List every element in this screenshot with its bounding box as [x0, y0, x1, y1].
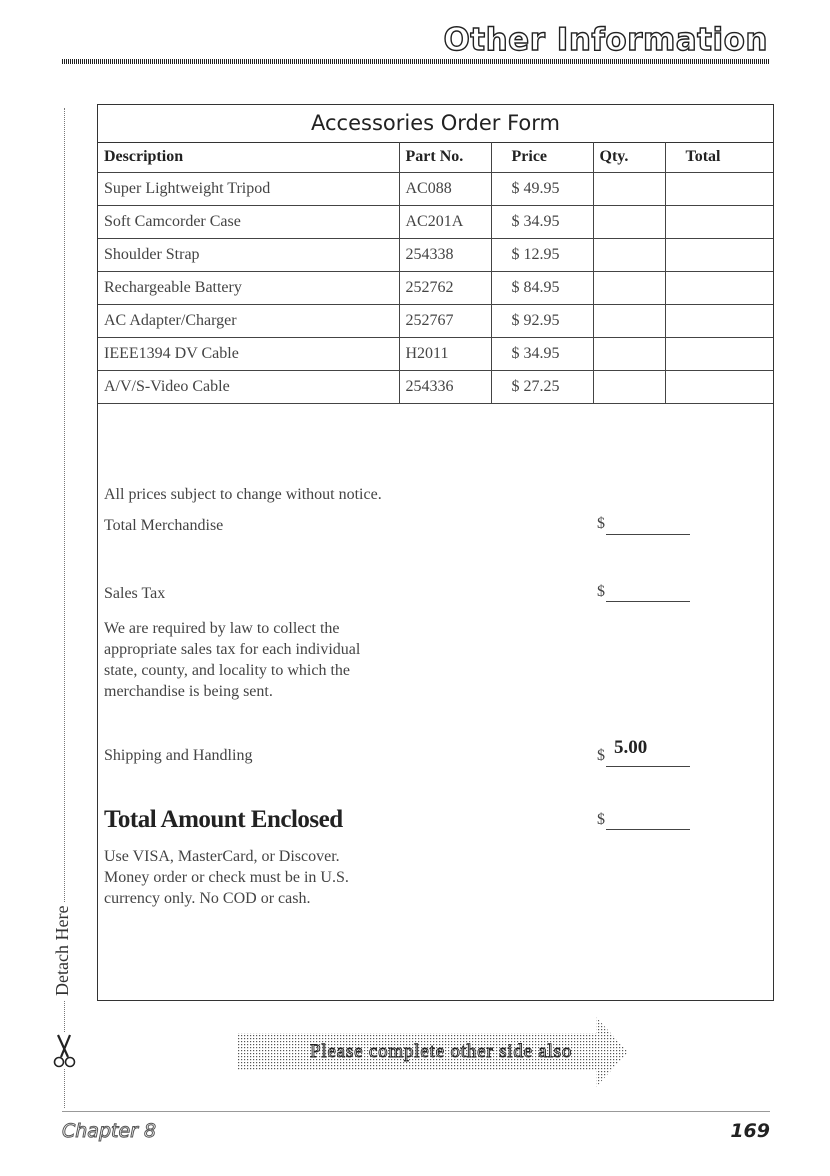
payment-note-line: Money order or check must be in U.S.: [104, 869, 349, 886]
item-price: $ 12.95: [491, 238, 593, 271]
item-description: Rechargeable Battery: [98, 271, 399, 304]
item-qty-field[interactable]: [593, 172, 665, 205]
item-description: Super Lightweight Tripod: [98, 172, 399, 205]
item-description: A/V/S-Video Cable: [98, 370, 399, 403]
item-total-field[interactable]: [665, 238, 773, 271]
tax-note-line: merchandise is being sent.: [104, 683, 273, 700]
page-number: 169: [730, 1120, 770, 1142]
payment-note-line: currency only. No COD or cash.: [104, 890, 311, 907]
total-merchandise-label: Total Merchandise: [104, 517, 224, 534]
table-row: [98, 304, 773, 337]
total-merchandise-currency: $: [597, 515, 605, 532]
shipping-currency: $: [597, 747, 605, 764]
total-amount-field[interactable]: [606, 829, 690, 830]
item-part-no: AC201A: [399, 205, 491, 238]
item-qty-field[interactable]: [593, 238, 665, 271]
item-price: $ 34.95: [491, 205, 593, 238]
footer-rule: [62, 1111, 770, 1112]
tax-note-line: appropriate sales tax for each individual: [104, 641, 361, 658]
page-header-title: Other Information: [443, 22, 768, 58]
table-row: [98, 271, 773, 304]
item-part-no: H2011: [399, 337, 491, 370]
item-price: $ 49.95: [491, 172, 593, 205]
table-row: [98, 370, 773, 403]
item-qty-field[interactable]: [593, 205, 665, 238]
price-change-note: All prices subject to change without notice.: [104, 486, 382, 503]
accessories-table: [98, 142, 773, 404]
scissors-icon: [48, 1033, 82, 1069]
item-part-no: 254338: [399, 238, 491, 271]
item-total-field[interactable]: [665, 205, 773, 238]
payment-note-line: Use VISA, MasterCard, or Discover.: [104, 848, 340, 865]
item-part-no: 252762: [399, 271, 491, 304]
sales-tax-note: [104, 618, 360, 702]
item-description: IEEE1394 DV Cable: [98, 337, 399, 370]
item-total-field[interactable]: [665, 370, 773, 403]
item-price: $ 84.95: [491, 271, 593, 304]
total-amount-heading: Total Amount Enclosed: [104, 806, 343, 833]
form-title: Accessories Order Form: [98, 105, 773, 143]
col-header-qty: Qty.: [593, 142, 665, 172]
item-qty-field[interactable]: [593, 337, 665, 370]
item-qty-field[interactable]: [593, 271, 665, 304]
col-header-part-no: Part No.: [399, 142, 491, 172]
col-header-price: Price: [491, 142, 593, 172]
detach-label: Detach Here: [52, 902, 73, 1000]
table-header-row: [98, 142, 773, 172]
payment-note: [104, 846, 349, 909]
item-description: Shoulder Strap: [98, 238, 399, 271]
item-total-field[interactable]: [665, 337, 773, 370]
item-qty-field[interactable]: [593, 304, 665, 337]
table-row: [98, 172, 773, 205]
item-total-field[interactable]: [665, 304, 773, 337]
tax-note-line: We are required by law to collect the: [104, 620, 340, 637]
total-merchandise-field[interactable]: [606, 534, 690, 535]
shipping-label: Shipping and Handling: [104, 747, 253, 764]
sales-tax-label: Sales Tax: [104, 585, 166, 602]
total-amount-currency: $: [597, 811, 605, 828]
col-header-description: Description: [98, 142, 399, 172]
item-total-field[interactable]: [665, 172, 773, 205]
sales-tax-currency: $: [597, 583, 605, 600]
item-description: Soft Camcorder Case: [98, 205, 399, 238]
item-price: $ 27.25: [491, 370, 593, 403]
table-row: [98, 337, 773, 370]
complete-other-side-banner: Please complete other side also: [310, 1041, 573, 1062]
item-part-no: 254336: [399, 370, 491, 403]
table-row: [98, 205, 773, 238]
tax-note-line: state, county, and locality to which the: [104, 662, 351, 679]
item-description: AC Adapter/Charger: [98, 304, 399, 337]
item-qty-field[interactable]: [593, 370, 665, 403]
col-header-total: Total: [665, 142, 773, 172]
item-part-no: AC088: [399, 172, 491, 205]
footer-chapter: Chapter 8: [62, 1120, 157, 1142]
item-price: $ 92.95: [491, 304, 593, 337]
shipping-value: 5.00: [614, 737, 648, 758]
shipping-underline: [606, 766, 690, 767]
header-rule: [62, 59, 770, 64]
item-total-field[interactable]: [665, 271, 773, 304]
sales-tax-field[interactable]: [606, 601, 690, 602]
item-part-no: 252767: [399, 304, 491, 337]
table-row: [98, 238, 773, 271]
item-price: $ 34.95: [491, 337, 593, 370]
